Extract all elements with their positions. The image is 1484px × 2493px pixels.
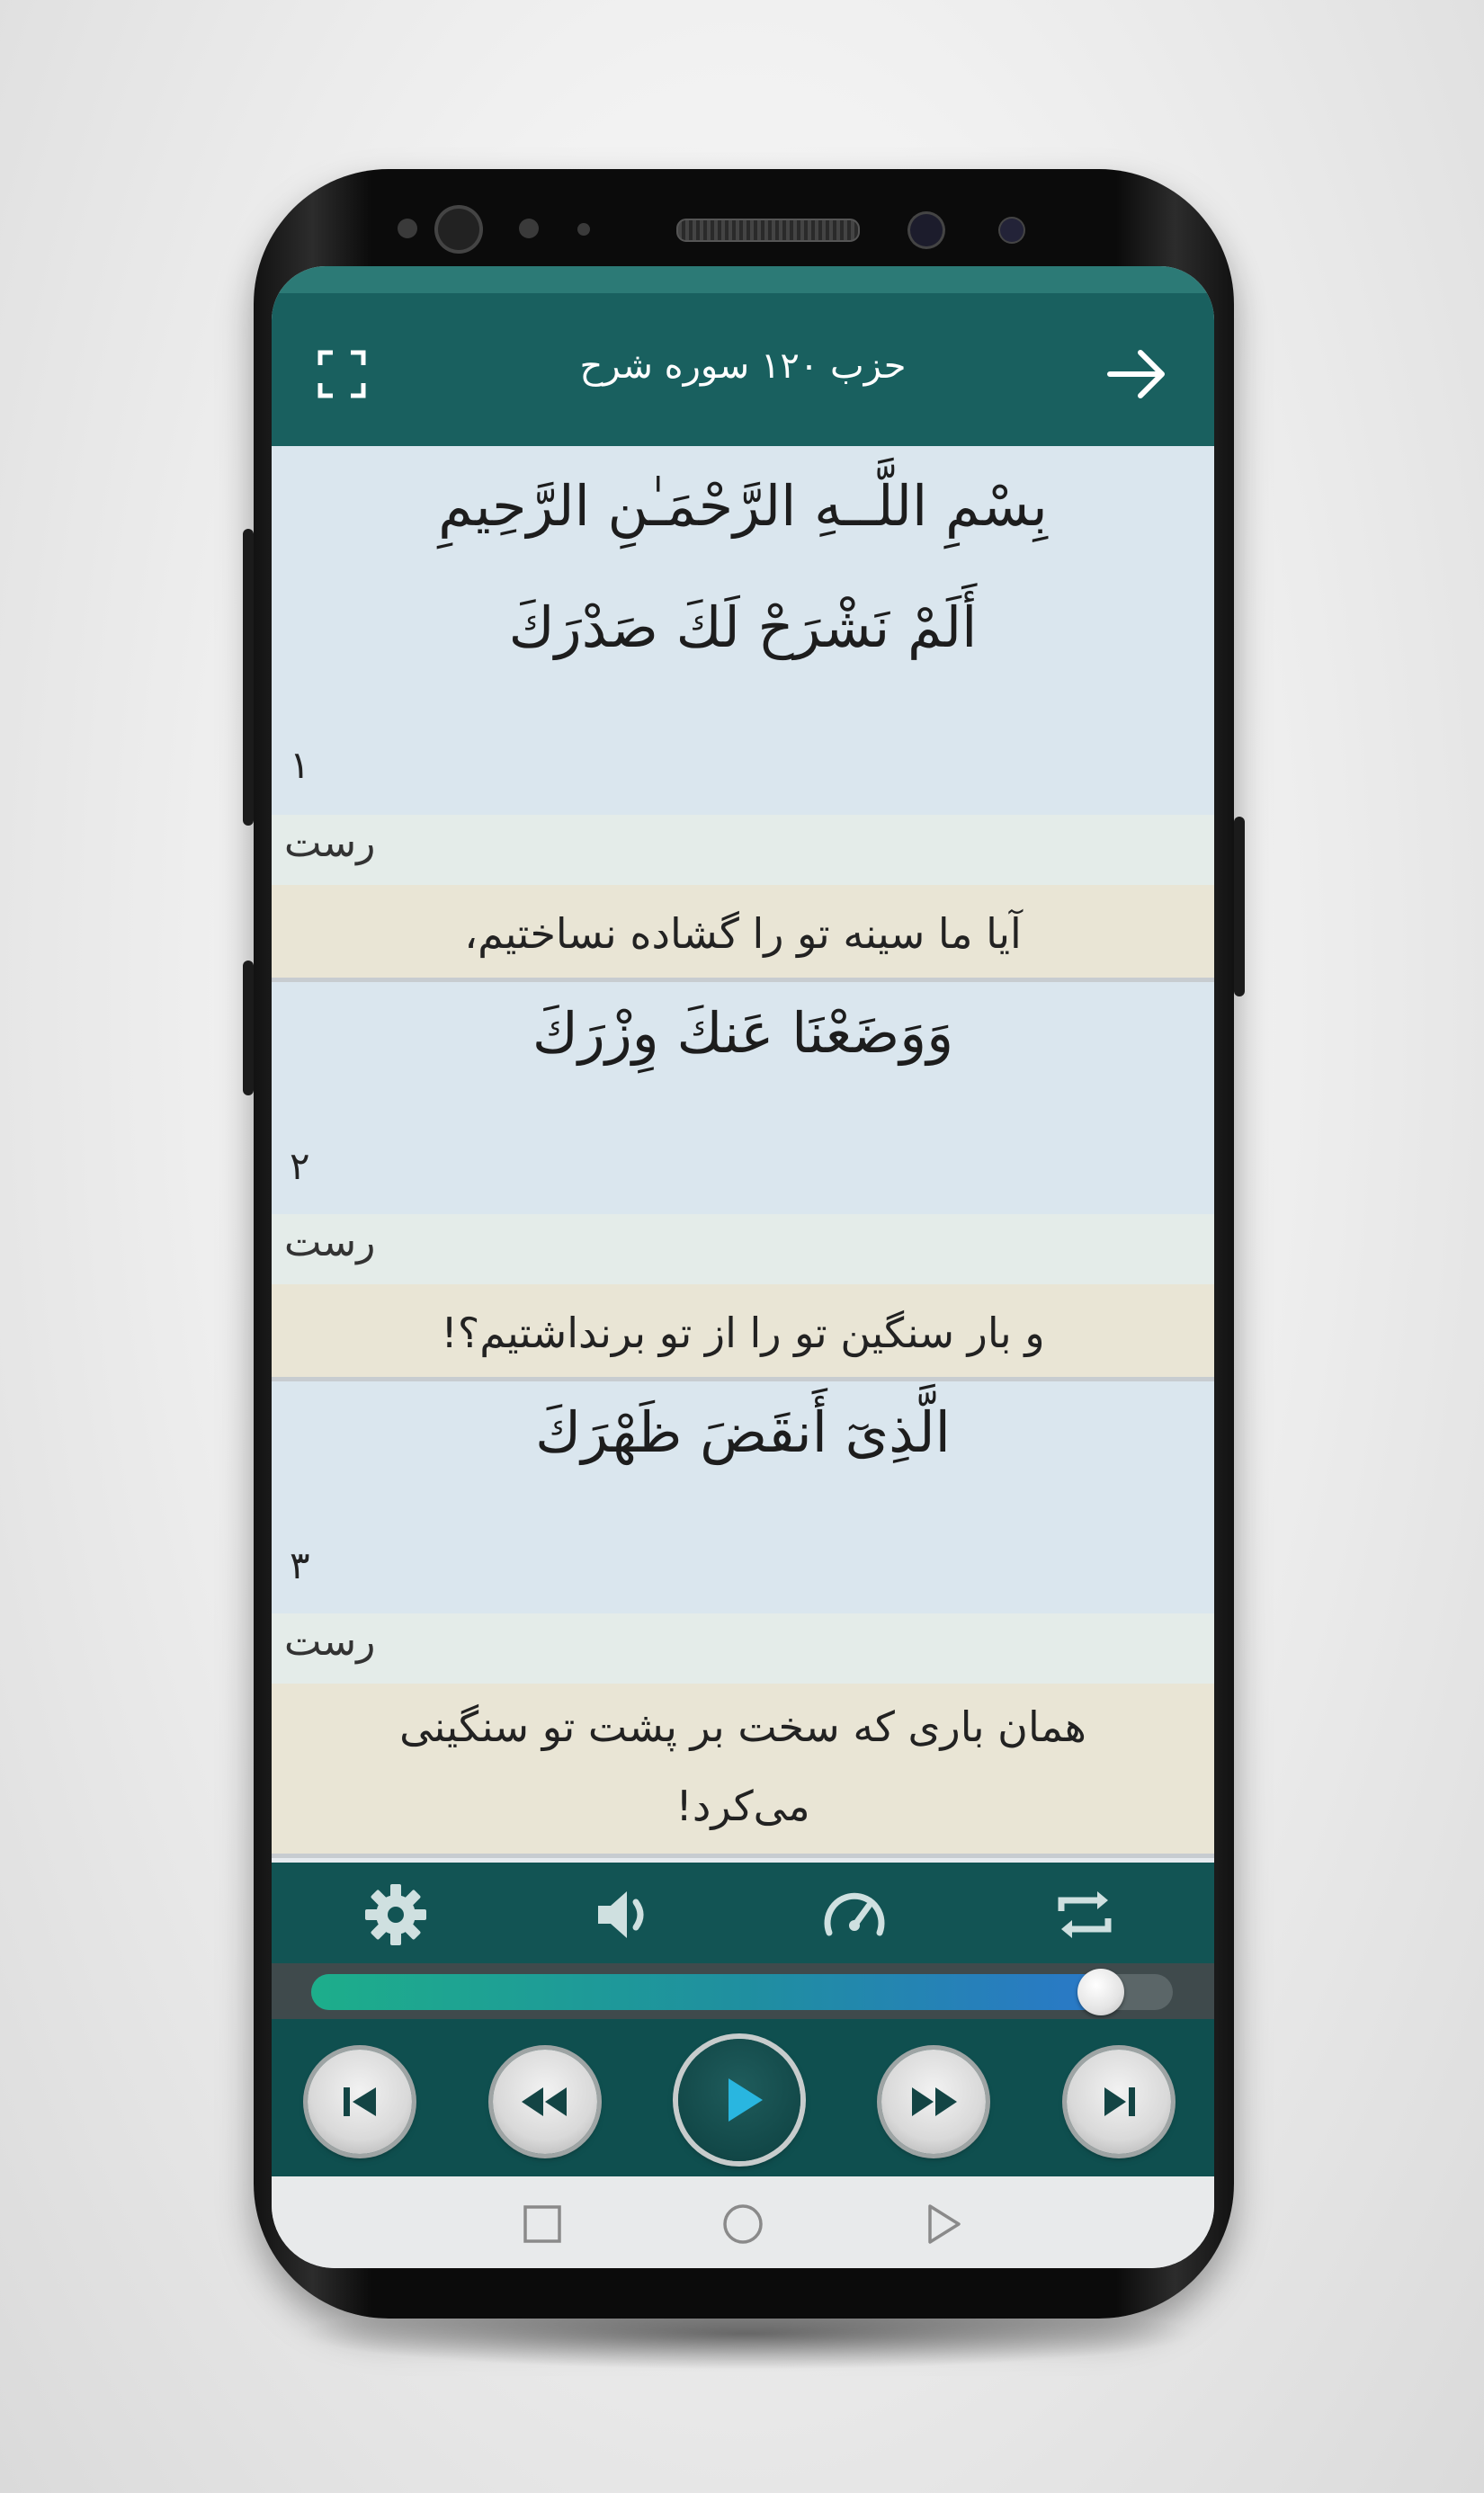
fast-forward-button[interactable] xyxy=(881,2050,986,2154)
arabic-text: أَلَمْ نَشْرَحْ لَكَ صَدْرَكَ xyxy=(508,594,978,660)
translator-row xyxy=(272,1613,1214,1684)
gear-icon[interactable] xyxy=(362,1881,430,1949)
player-controls xyxy=(272,2019,1214,2176)
app-screen xyxy=(272,266,1214,2268)
repeat-icon[interactable] xyxy=(1050,1881,1119,1949)
verse-number: ۱ xyxy=(290,743,310,787)
verse-number: ۲ xyxy=(290,1144,310,1188)
page-title: حزب ۱۲۰ سوره شرح xyxy=(579,345,907,387)
arabic-text: وَوَضَعْنَا عَنكَ وِزْرَكَ xyxy=(532,1000,954,1066)
skip-previous-icon xyxy=(308,2050,412,2154)
iris-camera xyxy=(910,214,943,246)
home-icon[interactable] xyxy=(720,2202,765,2247)
recent-apps-icon[interactable] xyxy=(520,2202,565,2247)
verse-card[interactable] xyxy=(272,446,1214,815)
top-bezel xyxy=(254,169,1234,277)
verse-card[interactable] xyxy=(272,982,1214,1214)
side-button-left-2 xyxy=(243,961,254,1095)
fast-forward-icon xyxy=(881,2050,986,2154)
progress-bar-area xyxy=(272,1963,1214,2019)
translator-label: رست xyxy=(284,1619,376,1665)
play-button[interactable] xyxy=(678,2039,800,2161)
app-header xyxy=(272,293,1214,446)
arrow-right-icon[interactable] xyxy=(1106,345,1169,403)
earpiece-speaker xyxy=(676,219,860,242)
skip-next-button[interactable] xyxy=(1067,2050,1171,2154)
verse-list xyxy=(272,446,1214,1858)
speedometer-icon[interactable] xyxy=(820,1881,889,1949)
rewind-button[interactable] xyxy=(493,2050,597,2154)
sensor-dot xyxy=(398,219,417,238)
progress-slider[interactable] xyxy=(311,1974,1173,2010)
translator-row xyxy=(272,1214,1214,1284)
translation-text: همان باری که سخت بر پشت تو سنگینی می‌کرد! xyxy=(272,1684,1214,1858)
volume-icon[interactable] xyxy=(591,1881,659,1949)
progress-fill xyxy=(311,1974,1101,2010)
audio-controls-bar xyxy=(272,1863,1214,1963)
arabic-text: الَّذِیٓ أَنقَضَ ظَهْرَكَ xyxy=(535,1399,951,1465)
sensor-dot xyxy=(577,223,590,236)
back-triangle-icon[interactable] xyxy=(921,2202,966,2247)
side-button-right xyxy=(1234,817,1245,996)
status-strip xyxy=(272,266,1214,293)
rewind-icon xyxy=(493,2050,597,2154)
translator-label: رست xyxy=(284,820,376,866)
translator-row xyxy=(272,815,1214,885)
play-icon xyxy=(678,2039,800,2161)
side-button-left-1 xyxy=(243,529,254,826)
progress-knob[interactable] xyxy=(1077,1969,1124,2015)
translator-label: رست xyxy=(284,1220,376,1265)
system-navigation-bar xyxy=(272,2176,1214,2268)
verse-card[interactable] xyxy=(272,1381,1214,1613)
verse-number: ۳ xyxy=(290,1543,310,1587)
front-camera xyxy=(438,209,479,250)
sensor-dot xyxy=(1000,219,1024,242)
skip-next-icon xyxy=(1067,2050,1171,2154)
translation-text: و بار سنگین تو را از تو برنداشتیم؟! xyxy=(272,1284,1214,1381)
translation-text: آیا ما سینه تو را گشاده نساختیم، xyxy=(272,885,1214,982)
sensor-dot xyxy=(519,219,539,238)
skip-previous-button[interactable] xyxy=(308,2050,412,2154)
arabic-text: بِسْمِ اللَّــهِ الرَّحْمَـٰنِ الرَّحِيمِ xyxy=(438,473,1048,539)
